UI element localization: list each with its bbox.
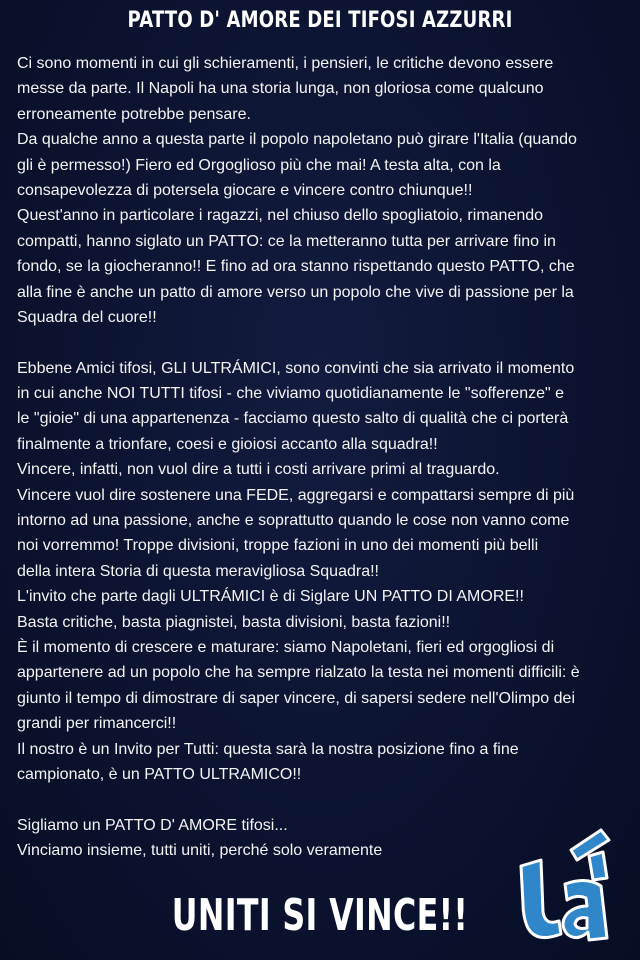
text-line: Ci sono momenti in cui gli schieramenti, i pensieri, le critiche devono essere [17,55,554,72]
text-line: della intera Storia di questa meravigliosa Squadra!! [17,562,379,580]
text-line: consapevolezza di potersela giocare e vincere contro chiunque!! [17,181,473,199]
page-title: PATTO D' AMORE DEI TIFOSI AZZURRI [127,8,513,33]
body-text [17,51,629,864]
text-line: Sigliamo un PATTO D' AMORE tifosi... [17,816,288,834]
text-line: Ebbene Amici tifosi, GLI ULTRÁMICI, sono convinti che sia arrivato il momento [17,359,575,377]
ua-logo-icon [515,826,615,944]
text-line: gli è permesso!) Fiero ed Orgoglioso più che mai! A testa alta, con la [17,156,501,174]
text-line: fondo, se la giocheranno!! E fino ad ora stanno rispettando questo PATTO, che [17,258,575,276]
text-line: messe da parte. Il Napoli ha una storia lunga, non gloriosa come qualcuno [17,80,544,98]
text-line: noi vorremmo! Troppe divisioni, troppe fazioni in uno dei momenti più belli [17,537,539,555]
text-line: Basta critiche, basta piagnistei, basta divisioni, basta fazioni!! [17,613,451,631]
text-line: Vincere vuol dire sostenere una FEDE, aggregarsi e compattarsi sempre di più [17,486,575,504]
text-line: grandi per rimancerci!! [17,715,177,733]
text-line: Vincere, infatti, non vuol dire a tutti i costi arrivare primi al traguardo. [17,461,500,479]
paragraph-gap [17,330,629,355]
text-line: campionato, è un PATTO ULTRAMICO!! [17,765,302,783]
text-line: È il momento di crescere e maturare: siamo Napoletani, fieri ed orgogliosi di [17,638,555,656]
text-line: alla fine è anche un patto di amore verso un popolo che vive di passione per la [17,283,574,301]
text-line: Squadra del cuore!! [17,308,157,326]
text-line: le "gioie" di una appartenenza - facciamo questo salto di qualità che ci porterà [17,410,569,428]
text-line: Il nostro è un Invito per Tutti: questa sarà la nostra posizione fino a fine [17,740,519,758]
text-line: intorno ad una passione, anche e soprattutto quando le cose non vanno come [17,512,570,530]
footer-slogan: UNITI SI VINCE!! [171,890,469,941]
text-line: erroneamente potrebbe pensare. [17,105,251,123]
text-line: L'invito che parte dagli ULTRÁMICI è di Siglare UN PATTO DI AMORE!! [17,588,524,606]
text-line: Quest'anno in particolare i ragazzi, nel chiuso dello spogliatoio, rimanendo [17,207,544,225]
text-line: giunto il tempo di dimostrare di saper vincere, di sapersi sedere nell'Olimpo dei [17,689,575,707]
paragraph-gap [17,787,629,812]
text-line: Da qualche anno a questa parte il popolo napoletano può girare l'Italia (quando [17,131,577,149]
text-line: Vinciamo insieme, tutti uniti, perché solo veramente [17,842,383,860]
text-line: finalmente a trionfare, coesi e gioiosi accanto alla squadra!! [17,435,438,453]
text-line: appartenere ad un popolo che ha sempre rialzato la testa nei momenti difficili: è [17,664,580,682]
text-line: in cui anche NOI TUTTI tifosi - che viviamo quotidianamente le "sofferenze" e [17,385,565,403]
text-line: compatti, hanno siglato un PATTO: ce la metteranno tutta per arrivare fino in [17,232,556,250]
